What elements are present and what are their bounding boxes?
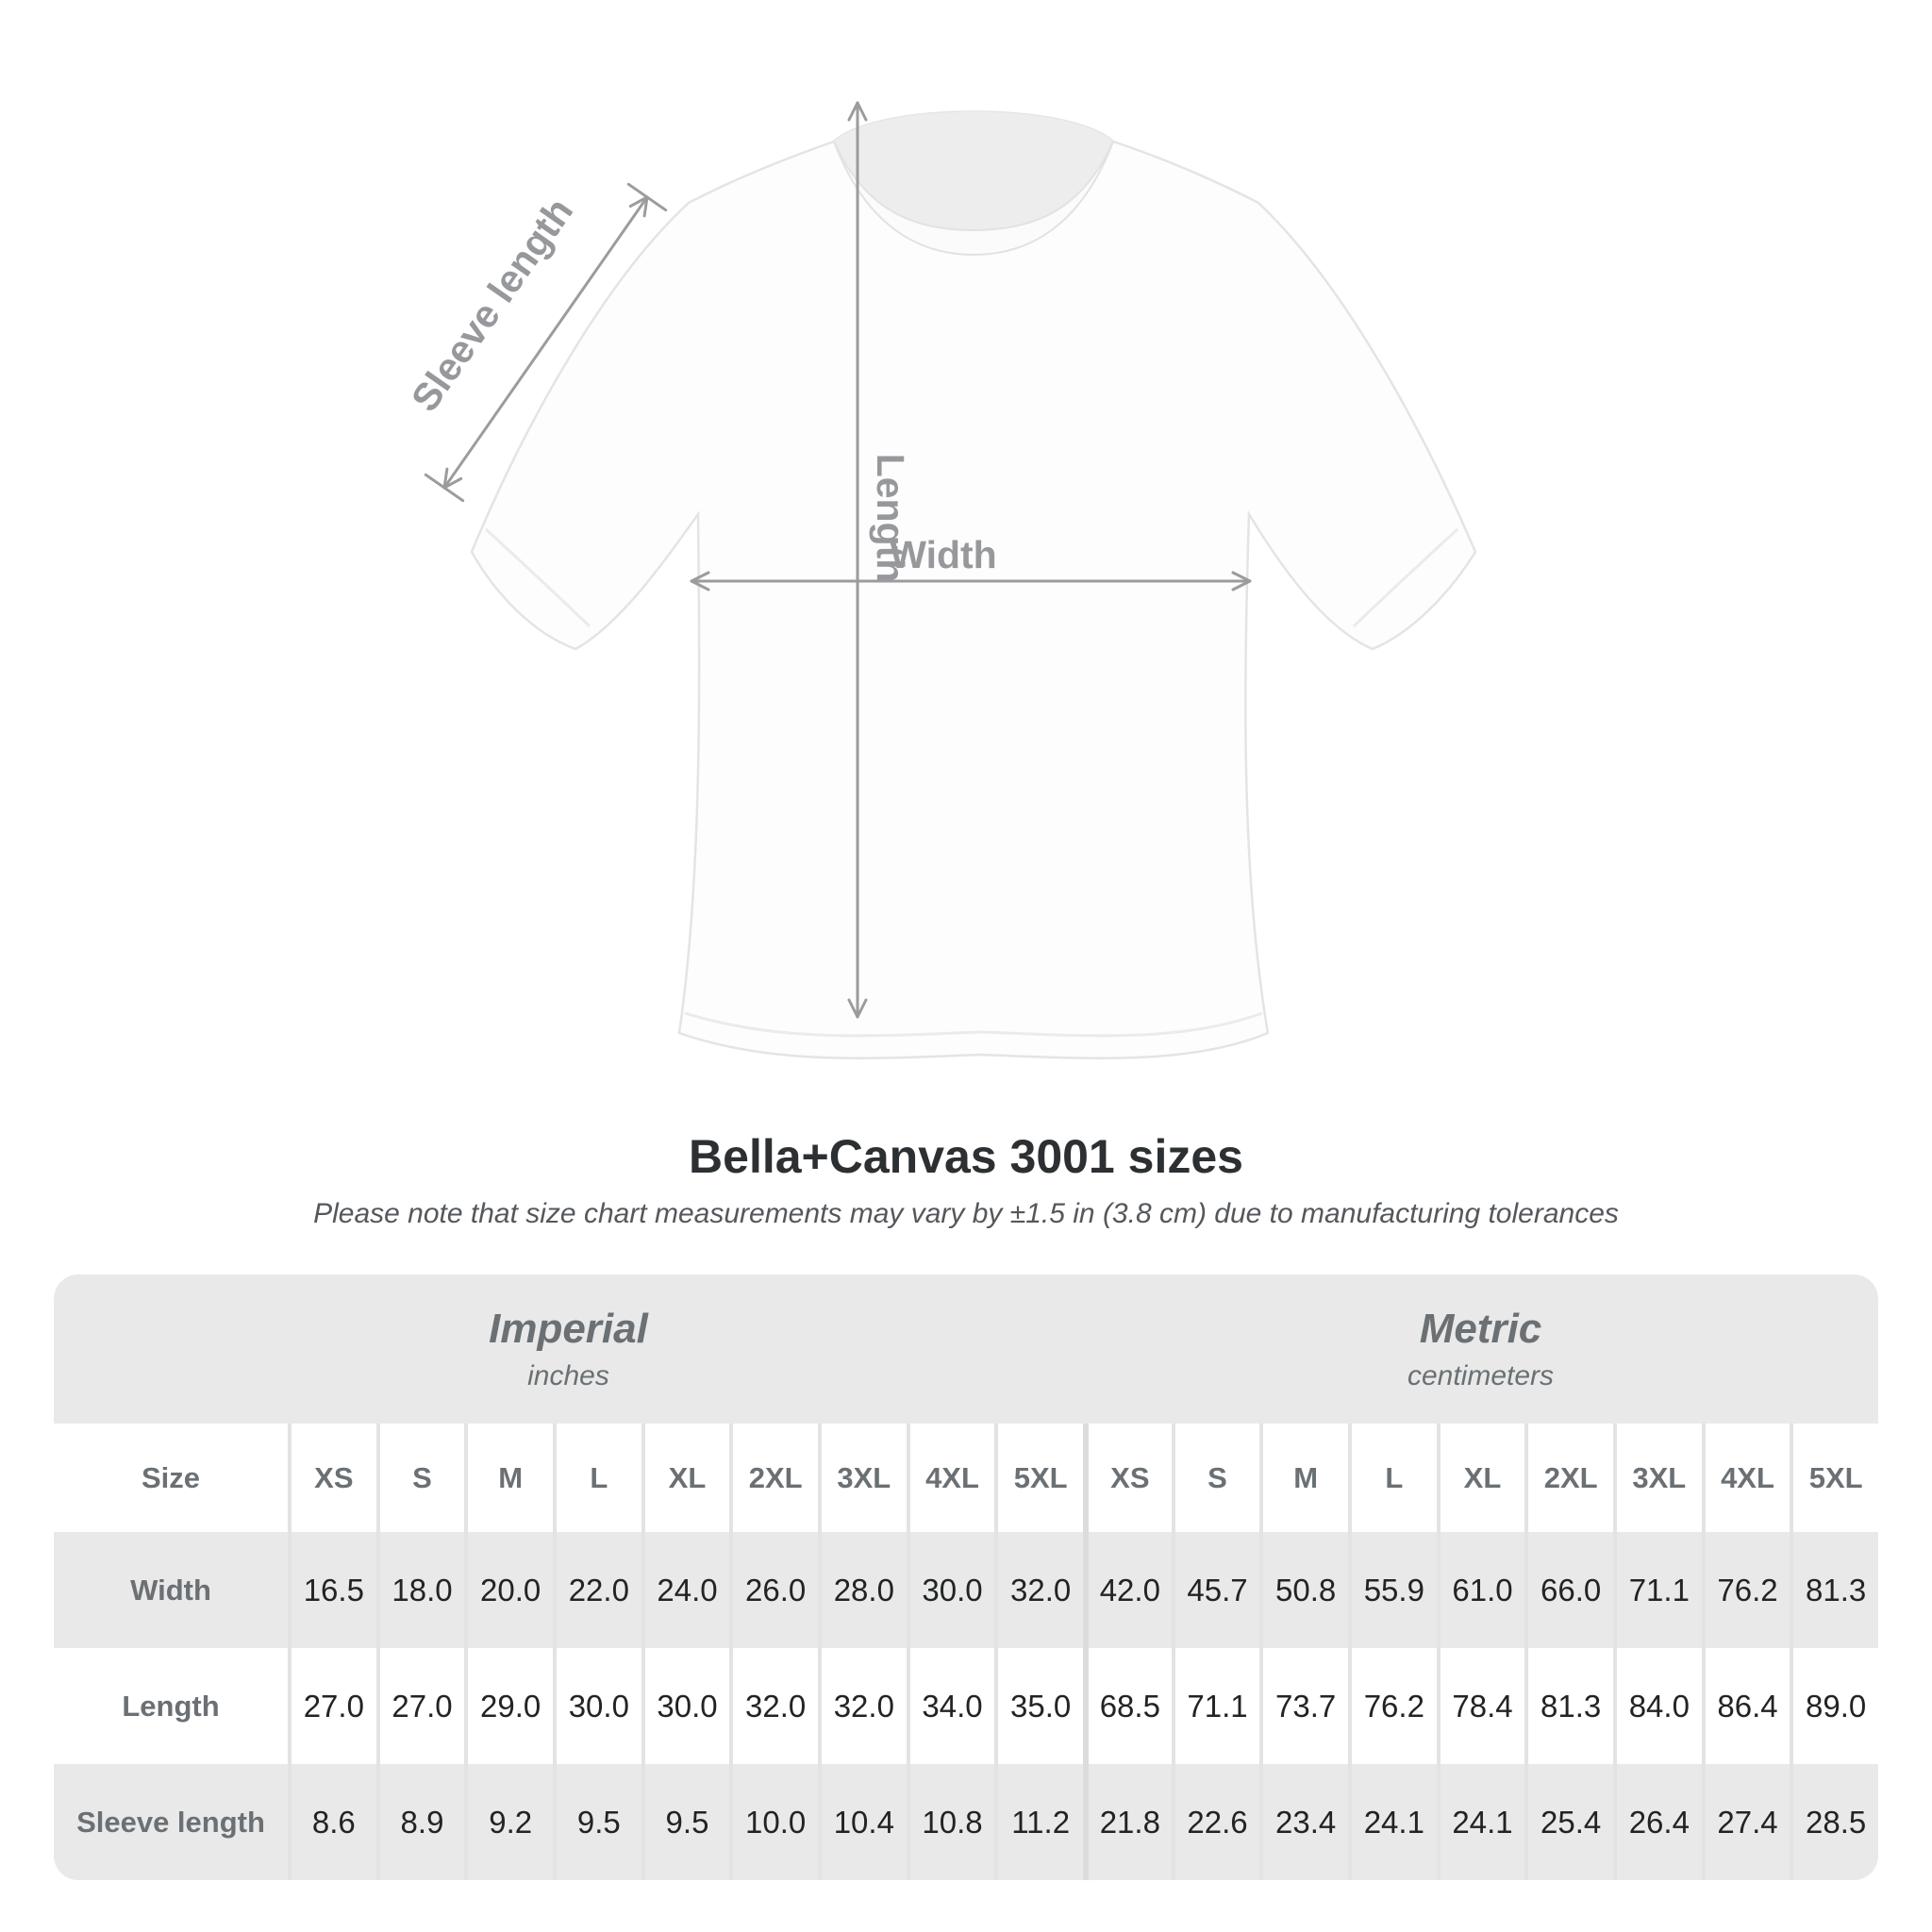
table-cell: 50.8 <box>1259 1532 1348 1648</box>
table-cell: 86.4 <box>1702 1648 1790 1764</box>
row-label: Width <box>54 1532 288 1648</box>
size-header-cell: S <box>376 1424 465 1532</box>
table-cell: 68.5 <box>1083 1648 1172 1764</box>
table-cell: 9.2 <box>464 1764 553 1880</box>
tshirt-graphic <box>472 112 1475 1058</box>
table-cell: 89.0 <box>1790 1648 1878 1764</box>
table-cell: 76.2 <box>1702 1532 1790 1648</box>
size-header-cell: L <box>1348 1424 1437 1532</box>
size-header-cell: 4XL <box>1702 1424 1790 1532</box>
size-header-cell: 3XL <box>818 1424 907 1532</box>
table-cell: 8.9 <box>376 1764 465 1880</box>
table-cell: 30.0 <box>553 1648 641 1764</box>
table-cell: 25.4 <box>1524 1764 1613 1880</box>
imperial-group-unit: inches <box>527 1360 609 1391</box>
table-cell: 84.0 <box>1613 1648 1702 1764</box>
table-cell: 78.4 <box>1437 1648 1525 1764</box>
size-header-cell: 5XL <box>1790 1424 1878 1532</box>
table-cell: 18.0 <box>376 1532 465 1648</box>
table-cell: 26.0 <box>729 1532 818 1648</box>
table-cell: 71.1 <box>1613 1532 1702 1648</box>
size-table-grid <box>54 1274 1878 1880</box>
size-header-cell: XS <box>1083 1424 1172 1532</box>
table-cell: 22.0 <box>553 1532 641 1648</box>
table-cell: 16.5 <box>288 1532 376 1648</box>
table-cell: 28.5 <box>1790 1764 1878 1880</box>
table-cell: 27.4 <box>1702 1764 1790 1880</box>
table-cell: 29.0 <box>464 1648 553 1764</box>
length-label: Length <box>869 453 912 583</box>
table-cell: 32.0 <box>729 1648 818 1764</box>
tshirt-illustration <box>283 28 1660 1094</box>
tolerance-note: Please note that size chart measurements may vary by ±1.5 in (3.8 cm) due to manufacturing tolerances <box>313 1198 1619 1229</box>
metric-group-unit: centimeters <box>1407 1360 1555 1391</box>
table-cell: 24.1 <box>1348 1764 1437 1880</box>
table-cell: 76.2 <box>1348 1648 1437 1764</box>
table-cell: 26.4 <box>1613 1764 1702 1880</box>
table-cell: 30.0 <box>641 1648 730 1764</box>
size-header-cell: 2XL <box>729 1424 818 1532</box>
table-cell: 24.1 <box>1437 1764 1525 1880</box>
size-header-cell: 2XL <box>1524 1424 1613 1532</box>
table-cell: 27.0 <box>288 1648 376 1764</box>
row-label: Sleeve length <box>54 1764 288 1880</box>
size-column-header: Size <box>54 1424 288 1532</box>
size-header-cell: 5XL <box>994 1424 1083 1532</box>
page-title: Bella+Canvas 3001 sizes <box>689 1130 1243 1183</box>
table-cell: 28.0 <box>818 1532 907 1648</box>
table-cell: 27.0 <box>376 1648 465 1764</box>
table-cell: 81.3 <box>1790 1532 1878 1648</box>
unit-group-metric <box>1083 1274 1878 1424</box>
size-header-cell: 3XL <box>1613 1424 1702 1532</box>
table-cell: 42.0 <box>1083 1532 1172 1648</box>
imperial-group-label: Imperial <box>489 1306 648 1352</box>
size-header-cell: XS <box>288 1424 376 1532</box>
table-cell: 34.0 <box>907 1648 995 1764</box>
table-cell: 81.3 <box>1524 1648 1613 1764</box>
table-cell: 24.0 <box>641 1532 730 1648</box>
table-cell: 73.7 <box>1259 1648 1348 1764</box>
table-cell: 23.4 <box>1259 1764 1348 1880</box>
table-cell: 8.6 <box>288 1764 376 1880</box>
sleeve-length-label: Sleeve length <box>402 190 582 420</box>
unit-group-imperial <box>54 1274 1083 1424</box>
metric-group-label: Metric <box>1419 1306 1542 1352</box>
table-cell: 35.0 <box>994 1648 1083 1764</box>
size-header-cell: M <box>1259 1424 1348 1532</box>
table-cell: 10.0 <box>729 1764 818 1880</box>
size-table-card <box>54 1274 1878 1880</box>
table-cell: 30.0 <box>907 1532 995 1648</box>
table-cell: 22.6 <box>1172 1764 1260 1880</box>
size-header-cell: L <box>553 1424 641 1532</box>
table-cell: 61.0 <box>1437 1532 1525 1648</box>
table-cell: 71.1 <box>1172 1648 1260 1764</box>
table-cell: 10.4 <box>818 1764 907 1880</box>
size-header-cell: XL <box>641 1424 730 1532</box>
width-label: Width <box>890 533 997 576</box>
table-cell: 11.2 <box>994 1764 1083 1880</box>
row-label: Length <box>54 1648 288 1764</box>
table-cell: 9.5 <box>641 1764 730 1880</box>
size-header-cell: 4XL <box>907 1424 995 1532</box>
table-cell: 55.9 <box>1348 1532 1437 1648</box>
table-cell: 32.0 <box>818 1648 907 1764</box>
table-cell: 20.0 <box>464 1532 553 1648</box>
table-cell: 10.8 <box>907 1764 995 1880</box>
size-header-cell: M <box>464 1424 553 1532</box>
size-header-cell: XL <box>1437 1424 1525 1532</box>
table-cell: 45.7 <box>1172 1532 1260 1648</box>
table-cell: 32.0 <box>994 1532 1083 1648</box>
size-header-cell: S <box>1172 1424 1260 1532</box>
table-cell: 9.5 <box>553 1764 641 1880</box>
table-cell: 66.0 <box>1524 1532 1613 1648</box>
table-cell: 21.8 <box>1083 1764 1172 1880</box>
